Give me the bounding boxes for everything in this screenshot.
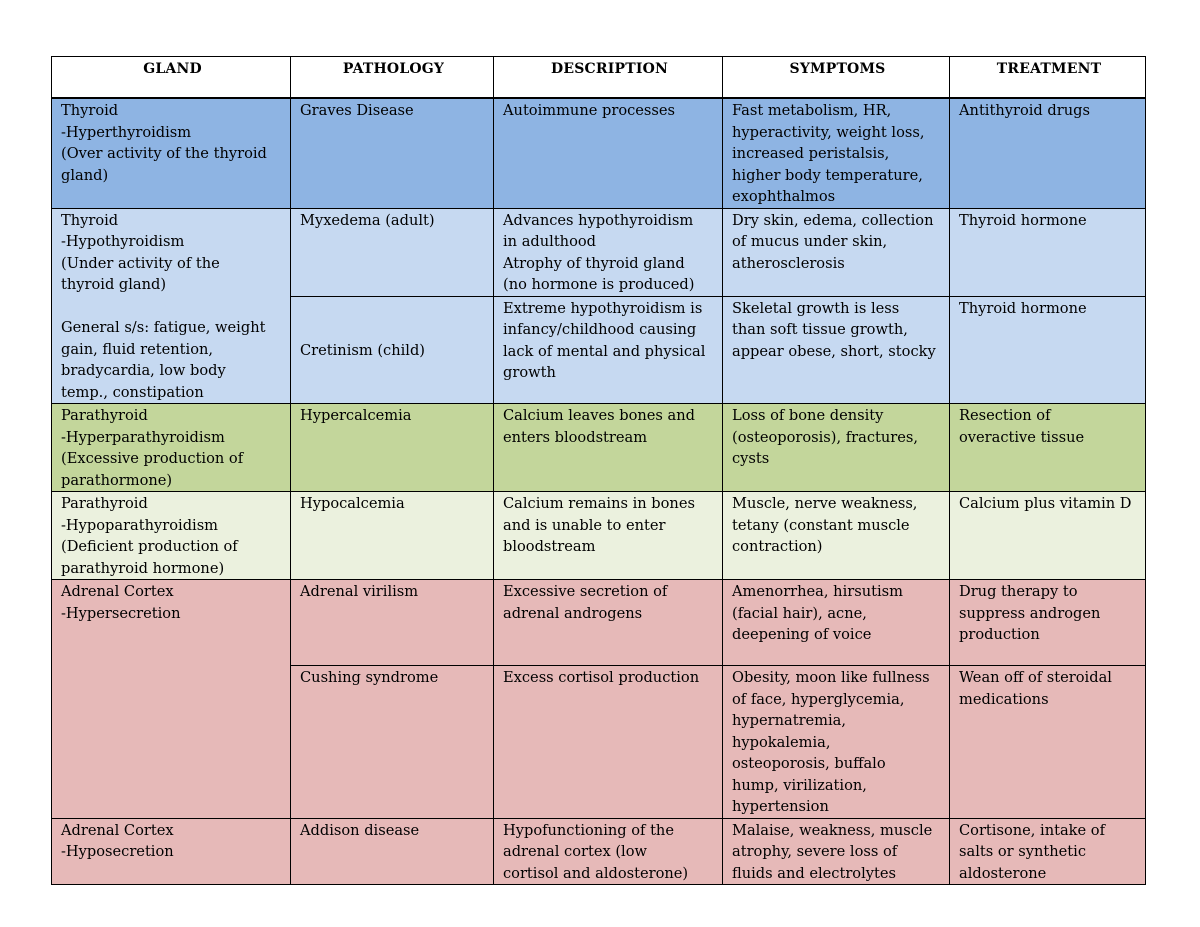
cell-line: temp., constipation	[61, 383, 204, 401]
cell-line: of mucus under skin,	[732, 233, 888, 250]
cell-line: Addison disease	[300, 821, 420, 839]
cell-line: growth	[503, 364, 556, 382]
cell-line: hyperactivity, weight loss,	[732, 123, 925, 141]
gland-cell	[52, 580, 291, 819]
table-row	[52, 818, 1146, 885]
gland-cell	[52, 404, 291, 492]
cell-line: Hypercalcemia	[300, 407, 412, 424]
cell-line: Hypofunctioning of the	[503, 821, 674, 839]
cell-line: (no hormone is produced)	[503, 276, 695, 293]
cell-line: Calcium plus vitamin D	[959, 495, 1132, 512]
description-cell	[494, 98, 723, 208]
cell-line: Thyroid hormone	[959, 211, 1087, 229]
cell-line: salts or synthetic	[959, 843, 1086, 860]
treatment-cell	[950, 98, 1146, 208]
cell-line: -Hyperthyroidism	[61, 123, 192, 141]
symptoms-cell	[723, 296, 950, 403]
gland-cell	[52, 98, 291, 208]
cell-line: Extreme hypothyroidism is	[503, 299, 703, 317]
cell-line: Resection of	[959, 407, 1051, 424]
gland-cell	[52, 492, 291, 580]
table-row	[52, 208, 1146, 296]
cell-line: -Hyperparathyroidism	[61, 428, 225, 446]
cell-line: aldosterone	[959, 864, 1047, 882]
treatment-cell	[950, 404, 1146, 492]
pathology-cell	[291, 818, 494, 885]
cell-line: Obesity, moon like fullness	[732, 669, 930, 686]
cell-line: (facial hair), acne,	[732, 604, 867, 622]
cell-line: -Hypoparathyroidism	[61, 516, 219, 534]
cell-line: Parathyroid	[61, 407, 148, 424]
cell-line: and is unable to enter	[503, 516, 666, 534]
cell-line: osteoporosis, buffalo	[732, 755, 886, 772]
cell-line: (Excessive production of	[61, 450, 244, 467]
cell-line: Excess cortisol production	[503, 669, 700, 686]
cell-line: Amenorrhea, hirsutism	[732, 583, 903, 600]
cell-line: Antithyroid drugs	[959, 102, 1090, 119]
pathology-cell	[291, 404, 494, 492]
treatment-cell	[950, 580, 1146, 666]
description-cell	[494, 666, 723, 819]
cell-line: atrophy, severe loss of	[732, 843, 898, 860]
pathology-cell	[291, 208, 494, 296]
cell-line: Excessive secretion of	[503, 583, 668, 600]
cell-line: Parathyroid	[61, 495, 148, 512]
cell-line: Graves Disease	[300, 102, 414, 119]
description-cell	[494, 492, 723, 580]
description-cell	[494, 580, 723, 666]
cell-line: hypernatremia,	[732, 712, 847, 729]
cell-line: (Over activity of the thyroid	[61, 145, 267, 162]
cell-line: parathyroid hormone)	[61, 559, 225, 577]
cell-line: Malaise, weakness, muscle	[732, 821, 933, 839]
treatment-cell	[950, 818, 1146, 885]
cell-line: hypertension	[732, 798, 829, 815]
cell-line: Cortisone, intake of	[959, 821, 1105, 839]
header-pathology: PATHOLOGY	[291, 57, 494, 99]
cell-line: General s/s: fatigue, weight	[61, 319, 266, 336]
symptoms-cell	[723, 492, 950, 580]
treatment-cell	[950, 666, 1146, 819]
cell-line: Thyroid	[61, 102, 119, 119]
cell-line: appear obese, short, stocky	[732, 342, 936, 360]
cell-line: bloodstream	[503, 538, 596, 555]
symptoms-cell	[723, 580, 950, 666]
header-treatment: TREATMENT	[950, 57, 1146, 99]
cell-line: Hypocalcemia	[300, 495, 405, 512]
description-cell	[494, 208, 723, 296]
cell-line: lack of mental and physical	[503, 342, 706, 360]
cell-line: cortisol and aldosterone)	[503, 864, 689, 882]
symptoms-cell	[723, 404, 950, 492]
cell-line: Autoimmune processes	[503, 102, 676, 119]
cell-line: adrenal androgens	[503, 604, 643, 622]
cell-line: Fast metabolism, HR,	[732, 102, 892, 119]
cell-line: Adrenal Cortex	[61, 821, 174, 839]
cell-line: atherosclerosis	[732, 254, 845, 272]
table-row	[52, 492, 1146, 580]
cell-line: Adrenal Cortex	[61, 583, 174, 600]
gland-cell	[52, 818, 291, 885]
treatment-cell	[950, 208, 1146, 296]
cell-line: Thyroid	[61, 211, 119, 229]
cell-line: Atrophy of thyroid gland	[503, 254, 685, 272]
cell-line: cysts	[732, 450, 770, 467]
cell-line: (osteoporosis), fractures,	[732, 428, 919, 446]
cell-line: exophthalmos	[732, 188, 836, 205]
table-row	[52, 98, 1146, 208]
cell-line: tetany (constant muscle	[732, 516, 910, 534]
cell-line: gland)	[61, 166, 109, 184]
description-cell	[494, 296, 723, 403]
cell-line: bradycardia, low body	[61, 362, 226, 379]
symptoms-cell	[723, 98, 950, 208]
symptoms-cell	[723, 208, 950, 296]
cell-line: -Hyposecretion	[61, 843, 174, 860]
cell-line: (Under activity of the	[61, 254, 220, 272]
cell-line: hump, virilization,	[732, 776, 867, 794]
pathology-cell	[291, 580, 494, 666]
gland-cell	[52, 208, 291, 404]
cell-line: gain, fluid retention,	[61, 340, 214, 358]
cell-line: Calcium remains in bones	[503, 495, 695, 512]
gland-pathology-table	[51, 56, 1146, 885]
cell-line: Advances hypothyroidism	[503, 211, 694, 229]
cell-line: production	[959, 626, 1040, 643]
treatment-cell	[950, 492, 1146, 580]
header-symptoms: SYMPTOMS	[723, 57, 950, 99]
cell-line: -Hypothyroidism	[61, 233, 185, 250]
pathology-cell	[291, 98, 494, 208]
pathology-cell	[291, 492, 494, 580]
cell-line: infancy/childhood causing	[503, 321, 697, 339]
cell-line: Cretinism (child)	[300, 341, 425, 359]
cell-line: higher body temperature,	[732, 166, 923, 184]
header-gland: GLAND	[52, 57, 291, 99]
symptoms-cell	[723, 818, 950, 885]
cell-line: adrenal cortex (low	[503, 843, 648, 860]
description-cell	[494, 404, 723, 492]
cell-line: Myxedema (adult)	[300, 211, 435, 229]
cell-line: fluids and electrolytes	[732, 864, 896, 882]
cell-line: Muscle, nerve weakness,	[732, 495, 918, 512]
cell-line: Dry skin, edema, collection	[732, 211, 934, 229]
cell-line: thyroid gland)	[61, 276, 167, 293]
cell-line: parathormone)	[61, 471, 173, 489]
symptoms-cell	[723, 666, 950, 819]
treatment-cell	[950, 296, 1146, 403]
cell-line: hypokalemia,	[732, 733, 831, 751]
cell-spacer	[61, 296, 284, 318]
cell-line: medications	[959, 690, 1049, 708]
cell-line: deepening of voice	[732, 626, 872, 643]
cell-line: contraction)	[732, 538, 823, 555]
cell-line: increased peristalsis,	[732, 145, 890, 162]
cell-line: Wean off of steroidal	[959, 669, 1112, 686]
cell-line: suppress androgen	[959, 604, 1101, 622]
header-description: DESCRIPTION	[494, 57, 723, 99]
table-row	[52, 580, 1146, 666]
cell-line: Calcium leaves bones and	[503, 407, 695, 424]
cell-line: than soft tissue growth,	[732, 321, 908, 339]
header-row	[52, 57, 1146, 99]
cell-line: overactive tissue	[959, 428, 1085, 446]
cell-line: enters bloodstream	[503, 428, 648, 446]
cell-line: -Hypersecretion	[61, 604, 181, 622]
cell-line: Loss of bone density	[732, 407, 884, 424]
table-row	[52, 404, 1146, 492]
cell-line: Thyroid hormone	[959, 299, 1087, 317]
pathology-cell	[291, 296, 494, 403]
cell-line: (Deficient production of	[61, 538, 238, 555]
pathology-cell	[291, 666, 494, 819]
cell-line: Skeletal growth is less	[732, 299, 900, 317]
cell-line: Drug therapy to	[959, 583, 1078, 600]
cell-line: in adulthood	[503, 233, 596, 250]
description-cell	[494, 818, 723, 885]
cell-line: Adrenal virilism	[300, 583, 419, 600]
cell-line: Cushing syndrome	[300, 669, 439, 686]
cell-line: of face, hyperglycemia,	[732, 690, 905, 708]
